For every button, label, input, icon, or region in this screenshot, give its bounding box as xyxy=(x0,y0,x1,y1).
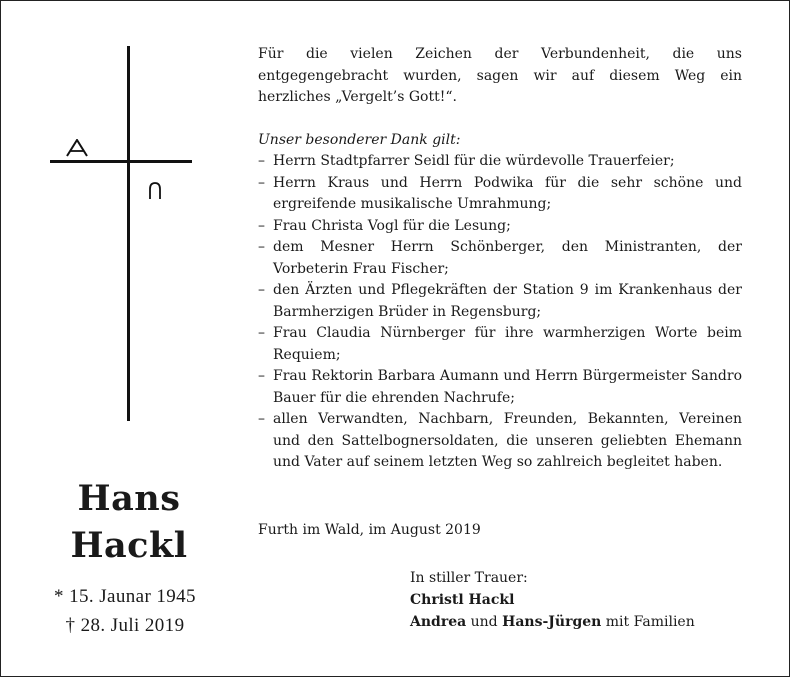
thanks-item: – Herrn Kraus und Herrn Podwika für die sehr schöne und ergreifende musikalische Umrahmung; xyxy=(258,173,742,216)
birth-date: * 15. Jaunar 1945 xyxy=(54,586,196,607)
thanks-heading: Unser besonderer Dank gilt: xyxy=(258,132,461,148)
thanks-item: – Frau Christa Vogl für die Lesung; xyxy=(258,216,742,238)
mourner-name-andrea: Andrea xyxy=(410,614,467,630)
thanks-item: – Frau Claudia Nürnberger für ihre warmherzigen Worte beim Requiem; xyxy=(258,323,742,366)
thanks-item: – den Ärzten und Pflegekräften der Station 9 im Krankenhaus der Barmherzigen Brüder in Regensburg; xyxy=(258,280,742,323)
deceased-last-name: Hackl xyxy=(70,525,188,566)
thanks-item: – dem Mesner Herrn Schönberger, den Ministranten, der Vorbeterin Frau Fischer; xyxy=(258,237,742,280)
alpha-icon xyxy=(66,139,88,157)
mourner-connector: und xyxy=(466,614,503,630)
deceased-first-name: Hans xyxy=(77,478,181,519)
mourner-spouse: Christl Hackl xyxy=(410,592,515,608)
thanks-item: – Frau Rektorin Barbara Aumann und Herrn Bürgermeister Sandro Bauer für die ehrenden Nachrufe; xyxy=(258,366,742,409)
omega-icon xyxy=(148,182,162,200)
thanks-list xyxy=(258,151,742,474)
thanks-item: – Herrn Stadtpfarrer Seidl für die würdevolle Trauerfeier; xyxy=(258,151,742,173)
intro-paragraph: Für die vielen Zeichen der Verbundenheit, die uns entgegengebracht wurden, sagen wir auf diesem Weg ein herzliches „Vergelt’s Gott!“. xyxy=(258,46,742,105)
thanks-item: – allen Verwandten, Nachbarn, Freunden, Bekannten, Vereinen und den Sattelbognersoldaten, die unseren geliebten Ehemann und Vater auf seinem letzten Weg so zahlreich begleitet haben. xyxy=(258,409,742,474)
death-date: † 28. Juli 2019 xyxy=(65,615,185,636)
mourner-children xyxy=(410,612,770,634)
cross-vertical-beam xyxy=(127,46,130,421)
mourner-name-hans-juergen: Hans-Jürgen xyxy=(502,614,602,630)
mourner-families: mit Familien xyxy=(601,614,695,630)
cross-horizontal-beam xyxy=(50,160,192,163)
mourners-label: In stiller Trauer: xyxy=(410,570,528,586)
place-date: Furth im Wald, im August 2019 xyxy=(258,522,481,538)
